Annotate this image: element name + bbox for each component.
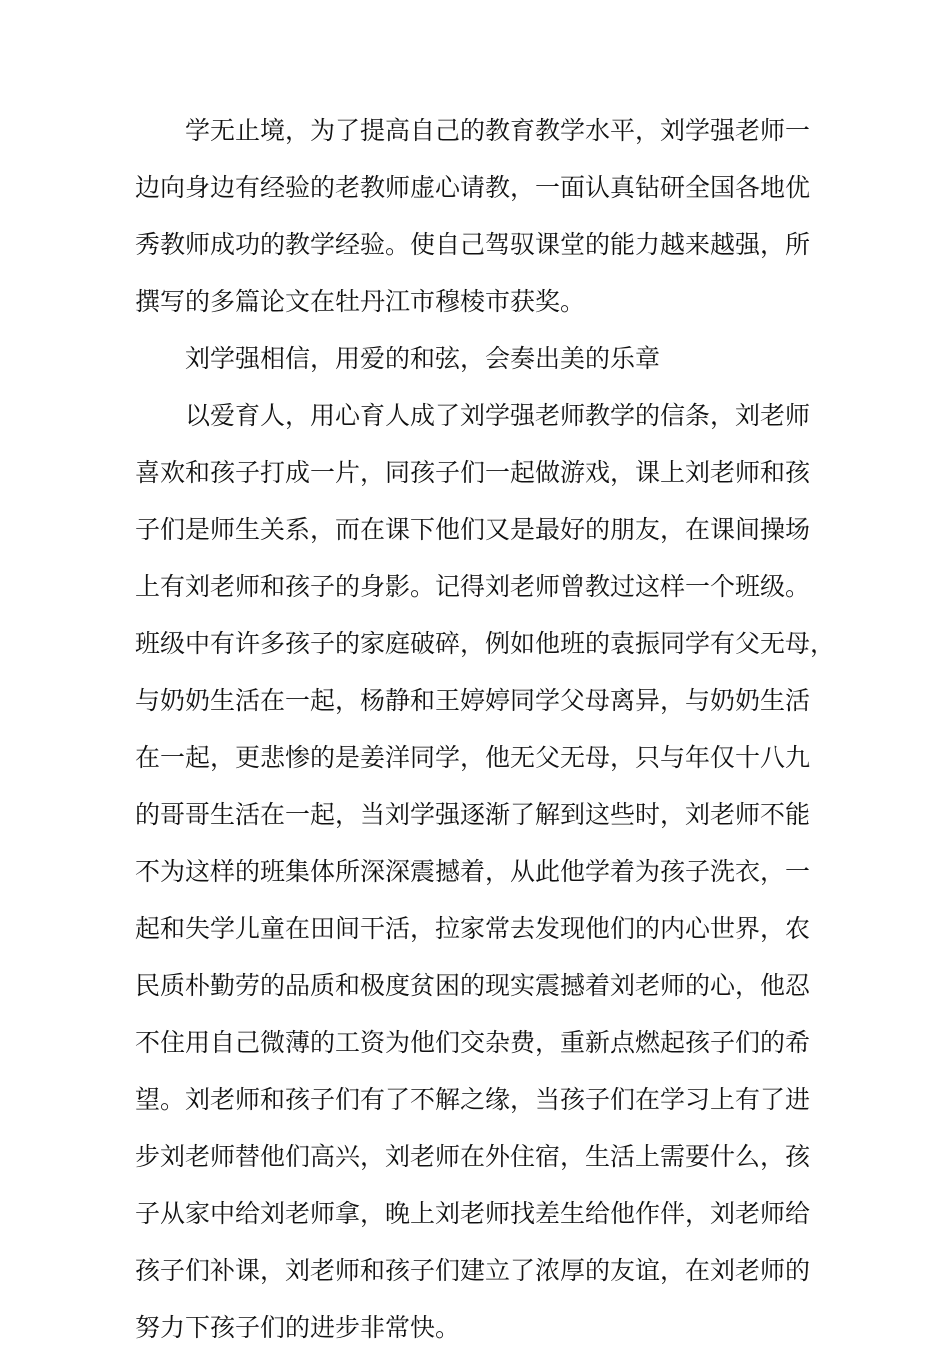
paragraph-2-line-9: 不为这样的班集体所深深震撼着，从此他学着为孩子洗衣，一 — [135, 857, 811, 886]
paragraph-2-line-6: 与奶奶生活在一起，杨静和王婷婷同学父母离异，与奶奶生活 — [135, 686, 811, 715]
paragraph-1-line-4: 撰写的多篇论文在牡丹江市穆棱市获奖。 — [135, 287, 586, 316]
paragraph-2-line-17: 努力下孩子们的进步非常快。 — [135, 1313, 461, 1342]
document-body — [135, 102, 836, 1356]
paragraph-2-line-3: 子们是师生关系，而在课下他们又是最好的朋友，在课间操场 — [135, 515, 811, 544]
section-heading: 刘学强相信，用爱的和弦，会奏出美的乐章 — [185, 344, 661, 373]
paragraph-1-line-2: 边向身边有经验的老教师虚心请教，一面认真钻研全国各地优 — [135, 173, 811, 202]
paragraph-2-line-11: 民质朴勤劳的品质和极度贫困的现实震撼着刘老师的心，他忍 — [135, 971, 811, 1000]
paragraph-2-line-5: 班级中有许多孩子的家庭破碎，例如他班的袁振同学有父无母， — [135, 629, 836, 658]
paragraph-2-line-1: 以爱育人，用心育人成了刘学强老师教学的信条，刘老师 — [185, 401, 811, 430]
paragraph-2-line-13: 望。刘老师和孩子们有了不解之缘，当孩子们在学习上有了进 — [135, 1085, 811, 1114]
paragraph-2-line-10: 起和失学儿童在田间干活，拉家常去发现他们的内心世界，农 — [135, 914, 811, 943]
paragraph-1-line-3: 秀教师成功的教学经验。使自己驾驭课堂的能力越来越强，所 — [135, 230, 811, 259]
paragraph-2-line-15: 子从家中给刘老师拿，晚上刘老师找差生给他作伴，刘老师给 — [135, 1199, 811, 1228]
paragraph-1-line-1: 学无止境，为了提高自己的教育教学水平，刘学强老师一 — [185, 116, 811, 145]
paragraph-2-line-2: 喜欢和孩子打成一片，同孩子们一起做游戏，课上刘老师和孩 — [135, 458, 811, 487]
paragraph-2-line-7: 在一起，更悲惨的是姜洋同学，他无父无母，只与年仅十八九 — [135, 743, 811, 772]
paragraph-2-line-4: 上有刘老师和孩子的身影。记得刘老师曾教过这样一个班级。 — [135, 572, 811, 601]
paragraph-2-line-14: 步刘老师替他们高兴，刘老师在外住宿，生活上需要什么，孩 — [135, 1142, 811, 1171]
paragraph-2-line-16: 孩子们补课，刘老师和孩子们建立了浓厚的友谊，在刘老师的 — [135, 1256, 811, 1285]
paragraph-2-line-8: 的哥哥生活在一起，当刘学强逐渐了解到这些时，刘老师不能 — [135, 800, 811, 829]
paragraph-2-line-12: 不住用自己微薄的工资为他们交杂费，重新点燃起孩子们的希 — [135, 1028, 811, 1057]
